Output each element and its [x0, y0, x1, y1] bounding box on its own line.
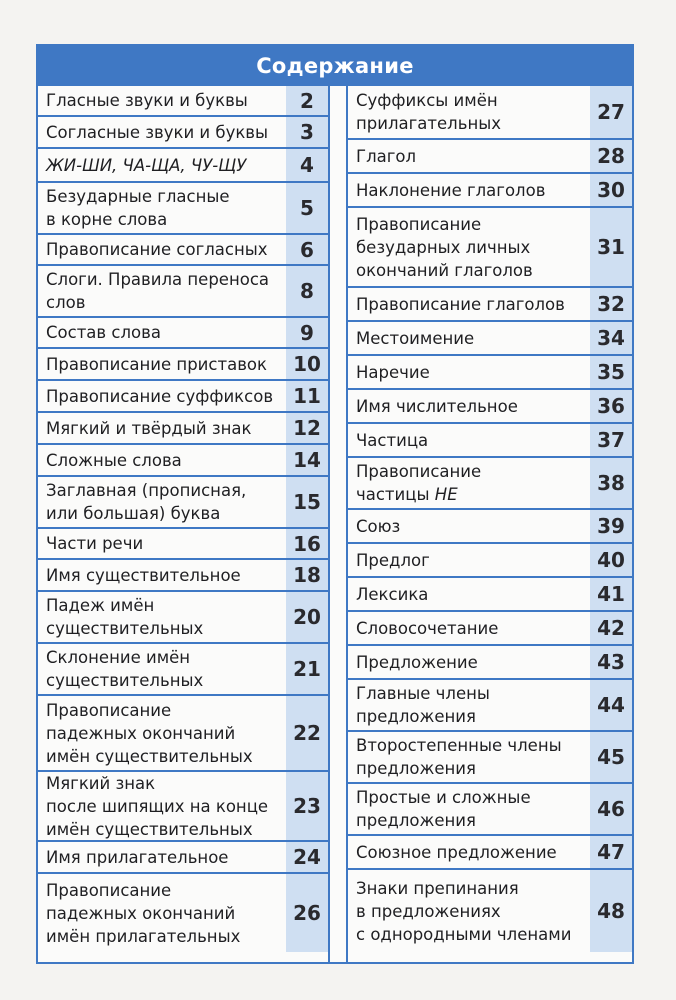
left-column — [38, 86, 330, 962]
toc-entry-page-number: 15 — [286, 477, 328, 527]
toc-entry-title — [38, 381, 286, 411]
toc-entry-title — [38, 266, 286, 316]
toc-entry[interactable] — [348, 784, 632, 836]
contents-title: Содержание — [256, 54, 414, 78]
toc-entry-title-text: Частица — [356, 430, 429, 450]
toc-entry-title-text: Суффиксы имён прилагательных — [356, 91, 502, 133]
toc-entry-title — [348, 356, 590, 388]
toc-entry[interactable] — [348, 86, 632, 140]
toc-entry[interactable] — [348, 612, 632, 646]
toc-entry-page-number: 47 — [590, 836, 632, 868]
toc-entry-title — [348, 424, 590, 456]
italic-particle: НЕ — [434, 485, 458, 504]
toc-entry-title — [348, 510, 590, 542]
toc-entry[interactable] — [348, 208, 632, 288]
toc-entry-title-text: Второстепенные члены предложения — [356, 736, 562, 778]
toc-entry-title — [348, 322, 590, 354]
toc-entry-title-text: Согласные звуки и буквы — [46, 122, 269, 142]
toc-entry[interactable] — [38, 592, 328, 644]
toc-entry-page-number: 21 — [286, 644, 328, 694]
toc-entry[interactable] — [348, 356, 632, 390]
toc-entry-title — [348, 458, 590, 508]
toc-entry[interactable] — [38, 266, 328, 318]
toc-entry-page-number: 35 — [590, 356, 632, 388]
toc-entry-title — [38, 772, 286, 840]
toc-entry-page-number: 42 — [590, 612, 632, 644]
toc-entry[interactable] — [38, 772, 328, 842]
toc-entry[interactable] — [348, 288, 632, 322]
toc-entry[interactable] — [38, 529, 328, 560]
toc-entry-title — [38, 183, 286, 233]
toc-entry[interactable] — [348, 680, 632, 732]
toc-entry-page-number: 20 — [286, 592, 328, 642]
contents-header — [38, 46, 632, 86]
toc-entry-page-number: 10 — [286, 349, 328, 379]
toc-entry-title — [38, 477, 286, 527]
toc-entry-title — [348, 870, 590, 952]
toc-entry[interactable] — [348, 510, 632, 544]
toc-entry[interactable] — [348, 732, 632, 784]
toc-entry-title — [348, 140, 590, 172]
toc-entry[interactable] — [348, 870, 632, 952]
toc-entry-title-text: Правописание падежных окончаний имён прилагательных — [46, 880, 241, 946]
toc-entry-title — [38, 349, 286, 379]
toc-entry[interactable] — [348, 174, 632, 208]
toc-entry-title — [38, 644, 286, 694]
toc-entry-title-text: Предложение — [356, 652, 478, 672]
toc-entry-title — [348, 86, 590, 138]
toc-entry[interactable] — [38, 560, 328, 592]
toc-entry[interactable] — [348, 836, 632, 870]
toc-entry[interactable] — [348, 458, 632, 510]
toc-entry-page-number: 30 — [590, 174, 632, 206]
toc-entry-title-text: Имя прилагательное — [46, 847, 229, 867]
toc-entry-title — [38, 117, 286, 147]
toc-entry-page-number: 44 — [590, 680, 632, 730]
toc-entry-title — [38, 874, 286, 952]
toc-entry-title — [38, 318, 286, 347]
toc-entry[interactable] — [38, 149, 328, 183]
toc-entry-title-text: Правописание глаголов — [356, 294, 565, 314]
toc-entry-page-number: 6 — [286, 235, 328, 264]
toc-entry-title-text: Правописание согласных — [46, 240, 268, 259]
toc-entry-page-number: 5 — [286, 183, 328, 233]
toc-entry-title-text: Правописание суффиксов — [46, 386, 274, 406]
toc-entry-title — [38, 149, 286, 181]
toc-entry-title-text: Части речи — [46, 534, 144, 553]
toc-entry-page-number: 22 — [286, 696, 328, 770]
toc-entry-title-text: Имя числительное — [356, 396, 518, 416]
toc-entry[interactable] — [38, 381, 328, 413]
toc-entry-title — [38, 529, 286, 558]
toc-entry-title-text: Безударные гласные в корне слова — [46, 187, 230, 229]
toc-entry[interactable] — [38, 318, 328, 349]
toc-entry-title-text: Местоимение — [356, 328, 475, 348]
toc-entry[interactable] — [38, 644, 328, 696]
toc-entry-title-text: Наречие — [356, 362, 430, 382]
toc-entry-page-number: 11 — [286, 381, 328, 411]
toc-entry[interactable] — [38, 117, 328, 149]
toc-entry[interactable] — [38, 86, 328, 117]
toc-entry-title-text: Правописание безударных личных окончаний глаголов — [356, 214, 533, 280]
toc-entry-title — [348, 784, 590, 834]
toc-entry[interactable] — [348, 390, 632, 424]
toc-entry-title-text: Лексика — [356, 584, 429, 604]
toc-entry-title-text: Сложные слова — [46, 450, 182, 470]
toc-entry-page-number: 48 — [590, 870, 632, 952]
toc-entry-page-number: 12 — [286, 413, 328, 443]
toc-entry-title — [348, 612, 590, 644]
toc-entry-page-number: 16 — [286, 529, 328, 558]
toc-entry-page-number: 18 — [286, 560, 328, 590]
toc-entry-title — [348, 732, 590, 782]
toc-entry-title-text: Простые и сложные предложения — [356, 788, 531, 830]
toc-entry[interactable] — [38, 842, 328, 874]
toc-entry-page-number: 23 — [286, 772, 328, 840]
toc-entry-title — [348, 390, 590, 422]
toc-entry-title-text: Мягкий знак после шипящих на конце имён существительных — [46, 773, 269, 839]
toc-entry-page-number: 40 — [590, 544, 632, 576]
toc-entry-title-text: Словосочетание — [356, 618, 499, 638]
toc-entry-title — [348, 208, 590, 286]
toc-entry-title-text: Заглавная (прописная, или большая) буква — [46, 481, 247, 523]
toc-entry-title — [348, 288, 590, 320]
toc-entry-page-number: 38 — [590, 458, 632, 508]
toc-entry-title-text: Имя существительное — [46, 565, 241, 585]
toc-entry-title-text: Правописание приставок — [46, 354, 267, 374]
toc-entry-title — [38, 86, 286, 115]
toc-entry-page-number: 24 — [286, 842, 328, 872]
toc-entry-page-number: 37 — [590, 424, 632, 456]
toc-entry[interactable] — [348, 646, 632, 680]
toc-entry[interactable] — [348, 578, 632, 612]
toc-entry-title-text: Правописание частицы НЕ — [356, 462, 482, 504]
toc-entry-title — [38, 235, 286, 264]
toc-entry-title-text: Мягкий и твёрдый знак — [46, 418, 252, 438]
toc-entry-page-number: 43 — [590, 646, 632, 678]
toc-entry-page-number: 32 — [590, 288, 632, 320]
toc-entry-title-text: Союз — [356, 516, 401, 536]
toc-entry-title — [38, 413, 286, 443]
toc-entry-title — [38, 592, 286, 642]
toc-entry[interactable] — [38, 413, 328, 445]
toc-entry-title — [348, 578, 590, 610]
toc-entry-title-text: ЖИ-ШИ, ЧА-ЩА, ЧУ-ЩУ — [46, 155, 247, 175]
toc-entry-title-text: Падеж имён существительных — [46, 596, 204, 638]
toc-entry[interactable] — [38, 235, 328, 266]
toc-entry[interactable] — [348, 140, 632, 174]
toc-entry-title-text: Союзное предложение — [356, 842, 557, 862]
toc-entry-title-text: Правописание падежных окончаний имён существительных — [46, 700, 253, 766]
toc-entry[interactable] — [348, 322, 632, 356]
toc-entry-title — [38, 445, 286, 475]
toc-entry-page-number: 26 — [286, 874, 328, 952]
toc-entry-page-number: 9 — [286, 318, 328, 347]
right-column — [346, 86, 632, 962]
toc-entry-title-text: Глагол — [356, 146, 417, 166]
toc-entry-title — [38, 560, 286, 590]
toc-entry-page-number: 27 — [590, 86, 632, 138]
toc-entry-title — [348, 646, 590, 678]
toc-entry-page-number: 36 — [590, 390, 632, 422]
toc-entry-title-text: Склонение имён существительных — [46, 648, 204, 690]
toc-entry[interactable] — [38, 696, 328, 772]
toc-entry[interactable] — [38, 349, 328, 381]
toc-entry-page-number: 34 — [590, 322, 632, 354]
toc-entry-title — [348, 680, 590, 730]
toc-entry-title-text: Слоги. Правила переноса слов — [46, 270, 270, 312]
toc-entry-title-text: Гласные звуки и буквы — [46, 91, 248, 110]
toc-entry-title — [38, 842, 286, 872]
toc-entry-title-text: Предлог — [356, 550, 430, 570]
toc-entry-title — [348, 544, 590, 576]
toc-entry[interactable] — [38, 183, 328, 235]
toc-entry[interactable] — [38, 477, 328, 529]
toc-entry-page-number: 46 — [590, 784, 632, 834]
toc-entry[interactable] — [348, 544, 632, 578]
toc-entry-page-number: 3 — [286, 117, 328, 147]
toc-entry-page-number: 8 — [286, 266, 328, 316]
toc-entry-title — [348, 836, 590, 868]
toc-entry[interactable] — [38, 874, 328, 952]
toc-entry-title — [38, 696, 286, 770]
toc-entry-title-text: Знаки препинания в предложениях с однородными членами — [356, 878, 572, 944]
toc-entry-title — [348, 174, 590, 206]
toc-entry[interactable] — [38, 445, 328, 477]
toc-entry-page-number: 14 — [286, 445, 328, 475]
toc-entry-title-text: Наклонение глаголов — [356, 180, 546, 200]
contents-columns — [38, 86, 632, 962]
toc-entry-page-number: 41 — [590, 578, 632, 610]
contents-table — [36, 44, 634, 964]
toc-entry-page-number: 39 — [590, 510, 632, 542]
toc-entry-page-number: 2 — [286, 86, 328, 115]
toc-entry[interactable] — [348, 424, 632, 458]
toc-entry-page-number: 4 — [286, 149, 328, 181]
toc-entry-title-text: Главные члены предложения — [356, 684, 490, 726]
toc-entry-page-number: 45 — [590, 732, 632, 782]
toc-entry-page-number: 31 — [590, 208, 632, 286]
toc-entry-title-text: Состав слова — [46, 323, 161, 342]
toc-entry-page-number: 28 — [590, 140, 632, 172]
